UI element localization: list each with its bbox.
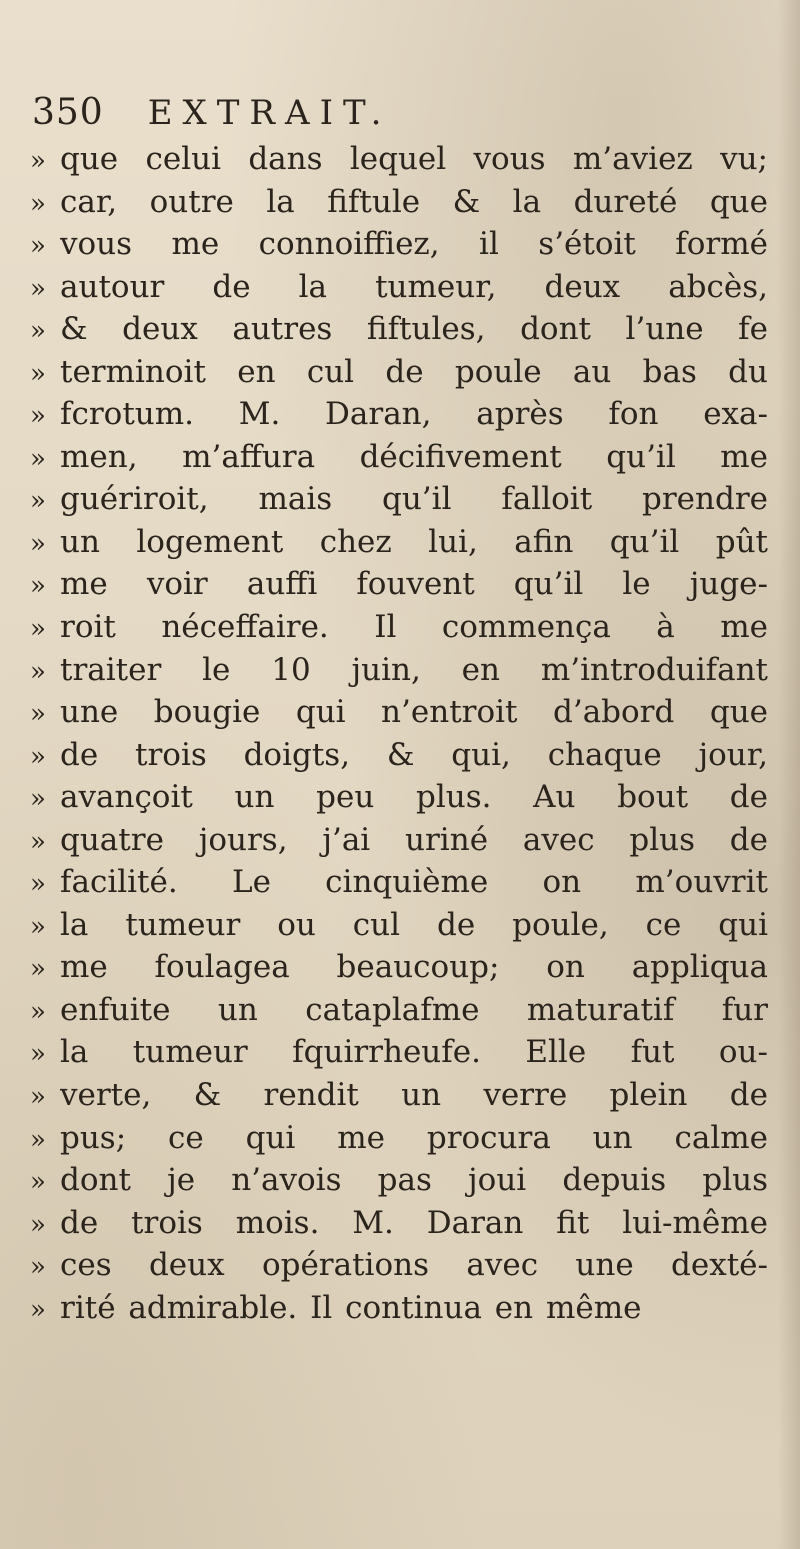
quotation-mark: »: [30, 1294, 46, 1325]
line-text: me voir auffi fouvent qu’il le juge-: [60, 566, 768, 603]
quotation-mark: »: [30, 571, 46, 602]
quotation-mark: »: [30, 401, 46, 432]
text-line: [30, 308, 770, 351]
text-line: [30, 989, 770, 1032]
quotation-mark: »: [30, 1209, 46, 1240]
line-text: fcrotum. M. Daran, après fon exa-: [60, 396, 768, 433]
text-line: [30, 649, 770, 692]
page-edge-shadow: [778, 0, 800, 1549]
line-text: enfuite un cataplafme maturatif fur: [60, 991, 768, 1028]
line-text: avançoit un peu plus. Au bout de: [60, 779, 768, 816]
quotation-mark: »: [30, 486, 46, 517]
quotation-mark: »: [30, 358, 46, 389]
text-line: [30, 734, 770, 777]
text-line: [30, 1244, 770, 1287]
line-text: ces deux opérations avec une dexté-: [60, 1247, 768, 1284]
text-line: [30, 393, 770, 436]
line-text: me foulagea beaucoup; on appliqua: [60, 949, 768, 986]
line-text: rité admirable. Il continua en même: [60, 1289, 642, 1326]
text-line: [30, 521, 770, 564]
text-line: [30, 904, 770, 947]
text-line: [30, 1202, 770, 1245]
quotation-mark: »: [30, 996, 46, 1027]
quotation-mark: »: [30, 316, 46, 347]
quotation-mark: »: [30, 528, 46, 559]
page-number: 350: [32, 92, 104, 133]
line-text: de trois mois. M. Daran fit lui-même: [60, 1204, 768, 1241]
line-text: terminoit en cul de poule au bas du: [60, 353, 768, 390]
text-line: [30, 776, 770, 819]
page-header: [32, 88, 392, 138]
quotation-mark: »: [30, 443, 46, 474]
line-text: guériroit, mais qu’il falloit prendre: [60, 481, 768, 518]
text-line: [30, 181, 770, 224]
quotation-mark: »: [30, 911, 46, 942]
text-line: [30, 861, 770, 904]
quotation-mark: »: [30, 699, 46, 730]
text-line: [30, 351, 770, 394]
quotation-mark: »: [30, 273, 46, 304]
line-text: & deux autres fiftules, dont l’une fe: [60, 311, 768, 348]
quotation-mark: »: [30, 826, 46, 857]
text-line: [30, 691, 770, 734]
quotation-mark: »: [30, 741, 46, 772]
quotation-mark: »: [30, 784, 46, 815]
line-text: un logement chez lui, afin qu’il pût: [60, 523, 768, 560]
quotation-mark: »: [30, 614, 46, 645]
line-text: une bougie qui n’entroit d’abord que: [60, 694, 768, 731]
line-text: la tumeur fquirrheufe. Elle fut ou-: [60, 1034, 768, 1071]
text-line: [30, 819, 770, 862]
quotation-mark: »: [30, 656, 46, 687]
line-text: car, outre la fiftule & la dureté que: [60, 183, 768, 220]
line-text: de trois doigts, & qui, chaque jour,: [60, 736, 768, 773]
running-title: EXTRAIT.: [147, 93, 392, 133]
quotation-mark: »: [30, 1167, 46, 1198]
line-text: traiter le 10 juin, en m’introduifant: [60, 651, 768, 688]
line-text: roit néceffaire. Il commença à me: [60, 609, 768, 646]
line-text: facilité. Le cinquième on m’ouvrit: [60, 864, 768, 901]
text-line: [30, 946, 770, 989]
line-text: que celui dans lequel vous m’aviez vu;: [60, 141, 768, 177]
body-text: [30, 138, 770, 1329]
quotation-mark: »: [30, 1039, 46, 1070]
quotation-mark: »: [30, 1082, 46, 1113]
text-line: [30, 138, 770, 181]
text-line: [30, 606, 770, 649]
line-text: la tumeur ou cul de poule, ce qui: [60, 906, 768, 943]
quotation-mark: »: [30, 188, 46, 219]
quotation-mark: »: [30, 146, 46, 176]
quotation-mark: »: [30, 1124, 46, 1155]
quotation-mark: »: [30, 231, 46, 262]
text-line: [30, 223, 770, 266]
text-line: [30, 1117, 770, 1160]
line-text: dont je n’avois pas joui depuis plus: [60, 1162, 768, 1199]
text-line: [30, 478, 770, 521]
text-line: [30, 1074, 770, 1117]
line-text: autour de la tumeur, deux abcès,: [60, 268, 768, 305]
text-line: [30, 1287, 770, 1330]
line-text: verte, & rendit un verre plein de: [60, 1077, 768, 1114]
text-line: [30, 436, 770, 479]
quotation-mark: »: [30, 869, 46, 900]
line-text: vous me connoiffiez, il s’étoit formé: [60, 226, 768, 263]
line-text: pus; ce qui me procura un calme: [60, 1119, 768, 1156]
text-line: [30, 1031, 770, 1074]
text-line: [30, 266, 770, 309]
quotation-mark: »: [30, 1252, 46, 1283]
text-line: [30, 563, 770, 606]
line-text: quatre jours, j’ai uriné avec plus de: [60, 821, 768, 858]
line-text: men, m’affura décifivement qu’il me: [60, 438, 768, 475]
text-line: [30, 1159, 770, 1202]
quotation-mark: »: [30, 954, 46, 985]
